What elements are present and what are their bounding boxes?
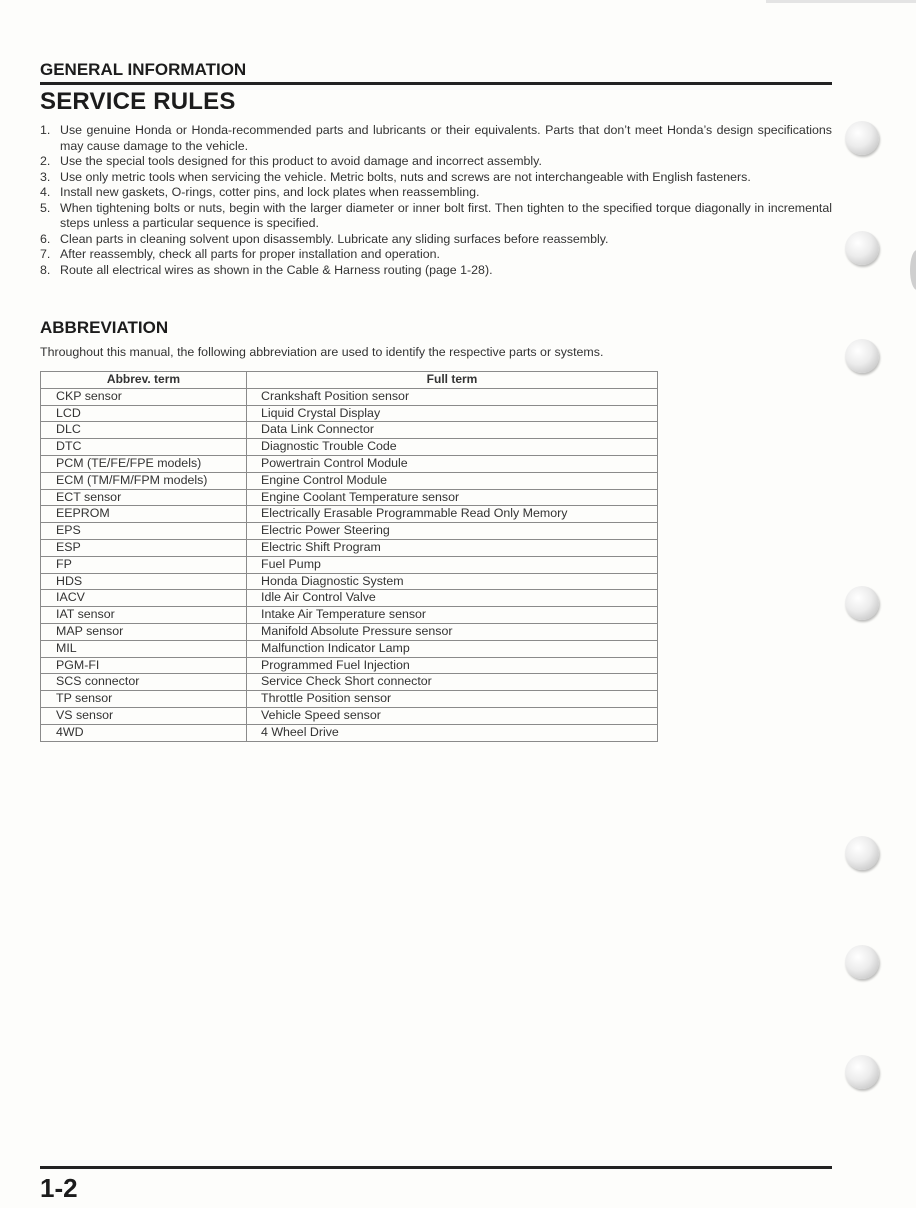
abbrev-cell: DLC (41, 422, 247, 439)
abbrev-cell: EPS (41, 523, 247, 540)
rule-number: 2. (40, 154, 51, 168)
service-rules-list (40, 123, 832, 278)
list-item (40, 247, 832, 263)
rule-text: When tightening bolts or nuts, begin with the larger diameter or inner bolt first. Then tighten to the specified torque diagonally in incremental steps unless a particular sequence is specified. (60, 200, 832, 230)
list-item (40, 263, 832, 279)
column-header-abbrev: Abbrev. term (41, 372, 247, 389)
full-term-cell: Diagnostic Trouble Code (247, 439, 658, 456)
table-row (41, 657, 658, 674)
scan-edge-mark (766, 0, 916, 3)
rule-number: 4. (40, 185, 51, 199)
binder-hole-icon (845, 231, 879, 265)
abbrev-cell: PCM (TE/FE/FPE models) (41, 455, 247, 472)
full-term-cell: 4 Wheel Drive (247, 724, 658, 741)
full-term-cell: Manifold Absolute Pressure sensor (247, 623, 658, 640)
abbreviation-heading: ABBREVIATION (40, 318, 169, 337)
abbrev-cell: IACV (41, 590, 247, 607)
rule-number: 1. (40, 123, 51, 137)
list-item (40, 201, 832, 232)
full-term-cell: Electric Shift Program (247, 539, 658, 556)
rule-number: 7. (40, 247, 51, 261)
table-row (41, 539, 658, 556)
full-term-cell: Engine Control Module (247, 472, 658, 489)
table-row (41, 422, 658, 439)
abbrev-cell: TP sensor (41, 691, 247, 708)
full-term-cell: Electrically Erasable Programmable Read Only Memory (247, 506, 658, 523)
full-term-cell: Engine Coolant Temperature sensor (247, 489, 658, 506)
full-term-cell: Crankshaft Position sensor (247, 388, 658, 405)
full-term-cell: Liquid Crystal Display (247, 405, 658, 422)
table-row (41, 455, 658, 472)
abbrev-cell: IAT sensor (41, 607, 247, 624)
full-term-cell: Idle Air Control Valve (247, 590, 658, 607)
binder-hole-icon (845, 339, 879, 373)
full-term-cell: Programmed Fuel Injection (247, 657, 658, 674)
abbrev-cell: MIL (41, 640, 247, 657)
list-item (40, 170, 832, 186)
abbrev-cell: LCD (41, 405, 247, 422)
table-row (41, 556, 658, 573)
abbrev-cell: ECM (TM/FM/FPM models) (41, 472, 247, 489)
rule-number: 3. (40, 169, 51, 184)
table-row (41, 691, 658, 708)
rule-text: Use the special tools designed for this product to avoid damage and incorrect assembly. (60, 154, 542, 168)
full-term-cell: Data Link Connector (247, 422, 658, 439)
table-row (41, 707, 658, 724)
table-row (41, 439, 658, 456)
table-row (41, 623, 658, 640)
rule-text: Clean parts in cleaning solvent upon disassembly. Lubricate any sliding surfaces before reassembly. (60, 231, 609, 246)
rule-number: 5. (40, 200, 51, 215)
abbrev-cell: CKP sensor (41, 388, 247, 405)
full-term-cell: Malfunction Indicator Lamp (247, 640, 658, 657)
list-item (40, 123, 832, 154)
rule-text: Install new gaskets, O-rings, cotter pins, and lock plates when reassembling. (60, 185, 480, 199)
footer-rule (40, 1166, 832, 1169)
rule-text: After reassembly, check all parts for proper installation and operation. (60, 247, 440, 261)
full-term-cell: Throttle Position sensor (247, 691, 658, 708)
abbreviation-table (40, 371, 658, 742)
binder-hole-icon (845, 121, 879, 155)
full-term-cell: Service Check Short connector (247, 674, 658, 691)
abbrev-cell: ECT sensor (41, 489, 247, 506)
table-row (41, 640, 658, 657)
binder-hole-icon (845, 1055, 879, 1089)
full-term-cell: Fuel Pump (247, 556, 658, 573)
abbrev-cell: 4WD (41, 724, 247, 741)
table-row (41, 405, 658, 422)
abbrev-cell: PGM-FI (41, 657, 247, 674)
table-row (41, 674, 658, 691)
page-edge-shadow (910, 250, 916, 290)
full-term-cell: Intake Air Temperature sensor (247, 607, 658, 624)
table-row (41, 489, 658, 506)
list-item (40, 154, 832, 170)
full-term-cell: Honda Diagnostic System (247, 573, 658, 590)
table-row (41, 523, 658, 540)
table-row (41, 388, 658, 405)
binder-hole-icon (845, 586, 879, 620)
page-title: SERVICE RULES (40, 88, 236, 115)
page-number: 1-2 (40, 1173, 78, 1203)
rule-number: 8. (40, 262, 51, 277)
table-row (41, 472, 658, 489)
table-row (41, 506, 658, 523)
binder-hole-icon (845, 945, 879, 979)
abbrev-cell: FP (41, 556, 247, 573)
abbrev-cell: ESP (41, 539, 247, 556)
table-row (41, 724, 658, 741)
rule-text: Use only metric tools when servicing the vehicle. Metric bolts, nuts and screws are not interchangeable with English fasteners. (60, 169, 751, 184)
rule-text: Use genuine Honda or Honda-recommended parts and lubricants or their equivalents. Parts that don’t meet Honda’s design specifications may cause damage to the vehicle. (60, 123, 832, 153)
table-row (41, 590, 658, 607)
table-row (41, 607, 658, 624)
table-header-row (41, 372, 658, 389)
abbrev-cell: VS sensor (41, 707, 247, 724)
abbrev-cell: HDS (41, 573, 247, 590)
abbreviation-intro: Throughout this manual, the following abbreviation are used to identify the respective parts or systems. (40, 345, 604, 359)
abbrev-cell: MAP sensor (41, 623, 247, 640)
table-row (41, 573, 658, 590)
rule-text: Route all electrical wires as shown in the Cable & Harness routing (page 1-28). (60, 262, 493, 277)
full-term-cell: Vehicle Speed sensor (247, 707, 658, 724)
full-term-cell: Powertrain Control Module (247, 455, 658, 472)
abbrev-cell: SCS connector (41, 674, 247, 691)
section-header: GENERAL INFORMATION (40, 60, 832, 85)
list-item (40, 185, 832, 201)
list-item (40, 232, 832, 248)
rule-number: 6. (40, 231, 51, 246)
column-header-full: Full term (247, 372, 658, 389)
binder-hole-icon (845, 836, 879, 870)
abbrev-cell: DTC (41, 439, 247, 456)
full-term-cell: Electric Power Steering (247, 523, 658, 540)
abbrev-cell: EEPROM (41, 506, 247, 523)
